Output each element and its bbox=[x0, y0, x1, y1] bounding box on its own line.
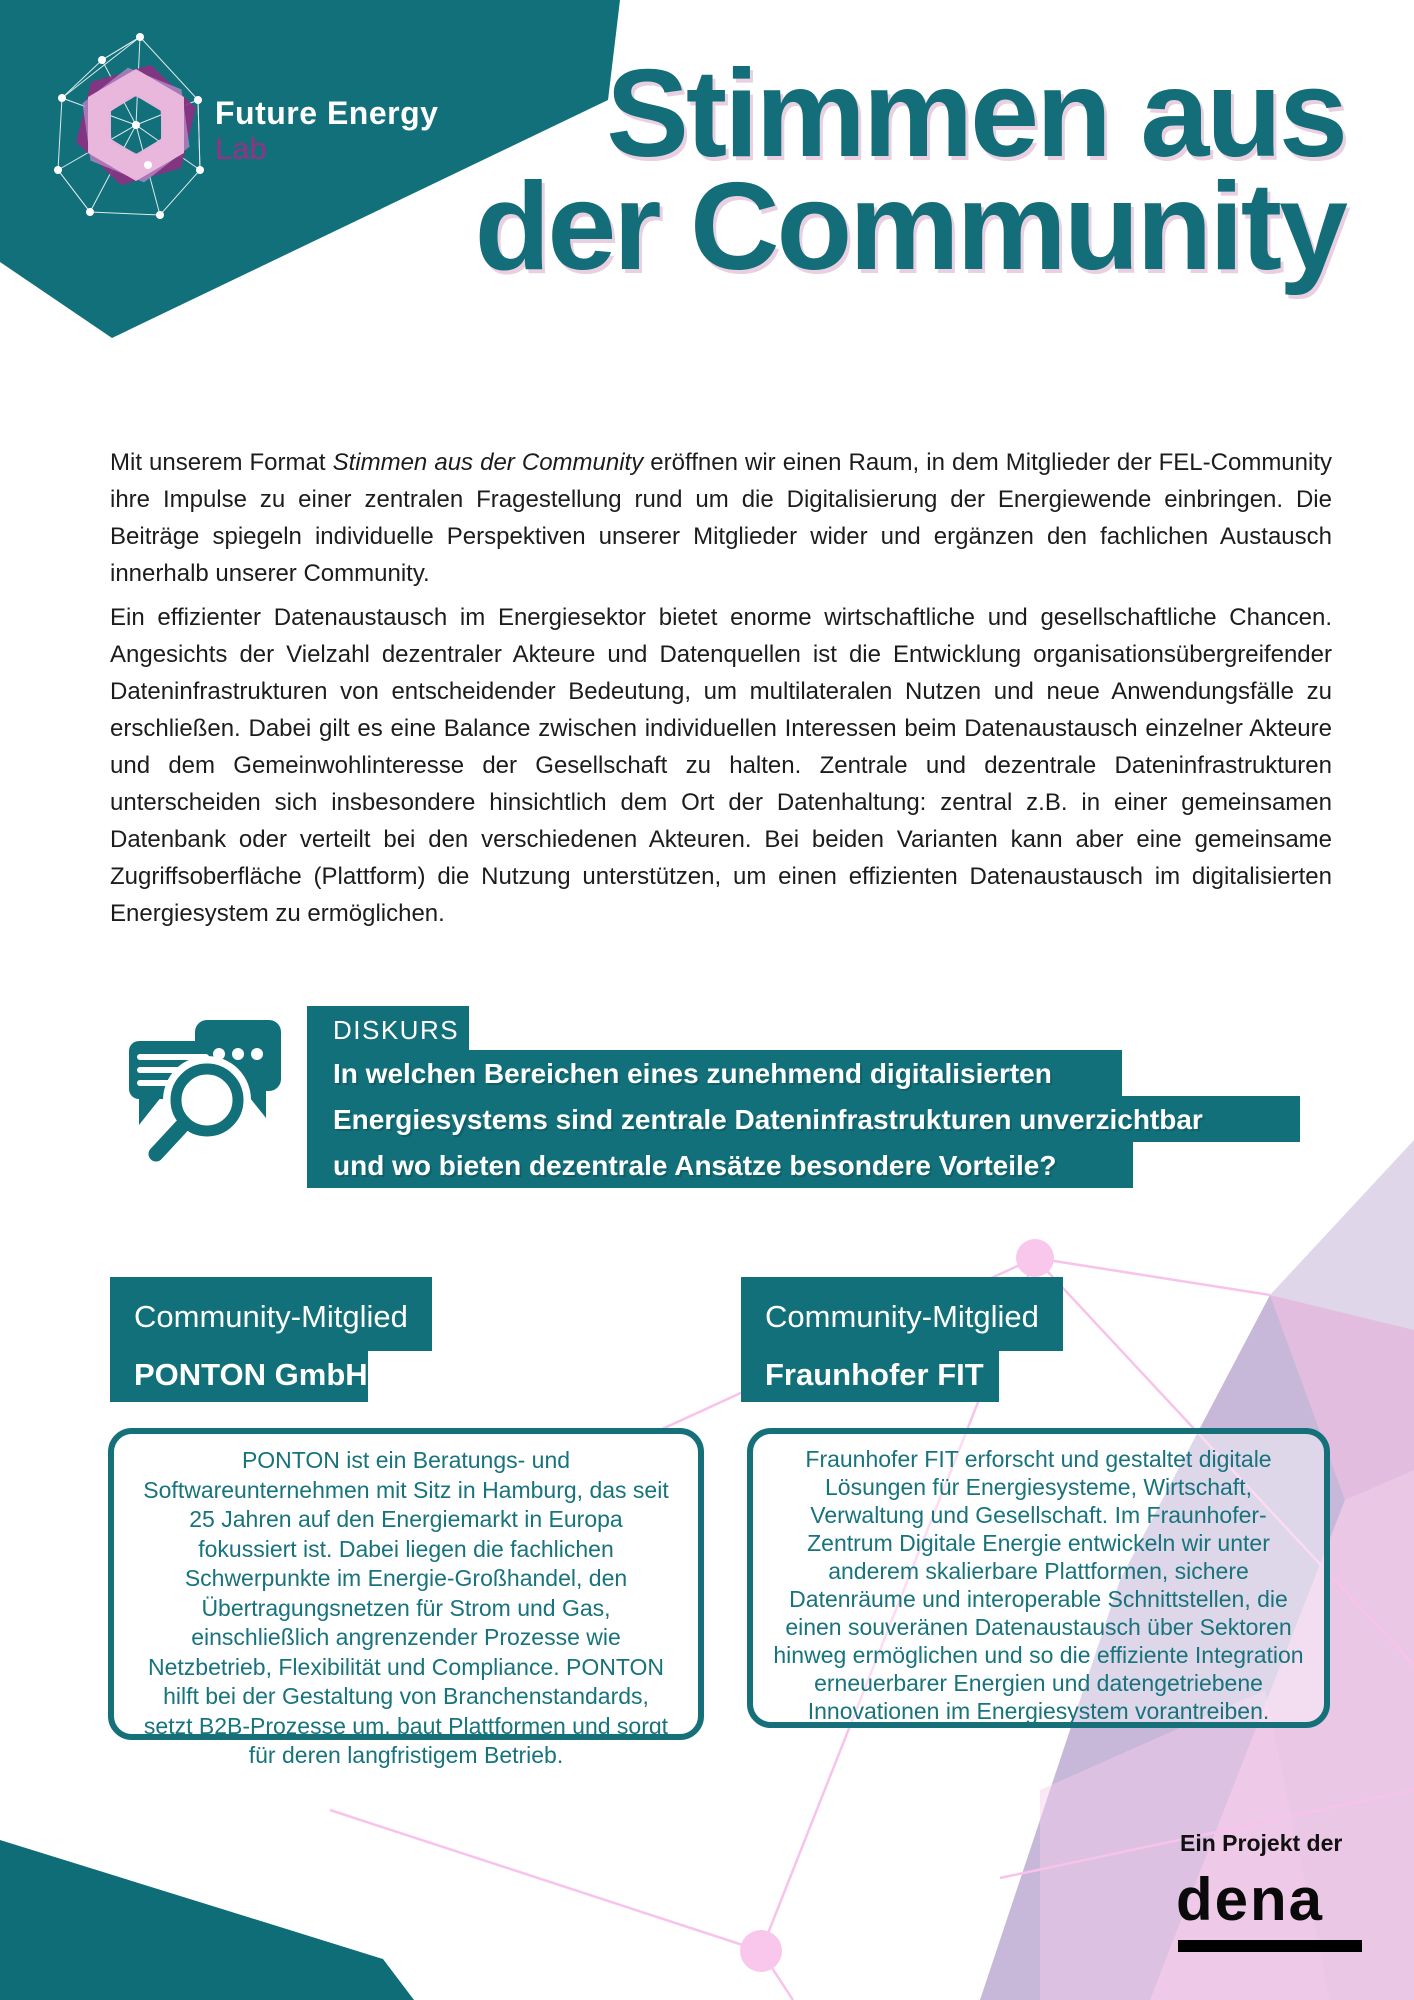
logo-text-line2: Lab bbox=[215, 131, 267, 166]
bottom-left-teal-shape bbox=[0, 1840, 414, 2000]
diskurs-label: DISKURS bbox=[307, 1006, 469, 1050]
intro-pre: Mit unserem Format bbox=[110, 449, 333, 476]
project-note: Ein Projekt der bbox=[1180, 1830, 1343, 1856]
intro-italic-format-name: Stimmen aus der Community bbox=[332, 449, 644, 476]
member-name-fraunhofer: Fraunhofer FIT bbox=[741, 1351, 999, 1402]
intro-post: eröffnen wir einen Raum, in dem Mitglieder der FEL-Community ihre Impulse zu einer zentralen Fragestellung rund um die Digitalisierung der Energiewende einbringen. Die Beiträge spiegeln individuelle Perspektiven unserer Mitglieder wider und ergänzen den fachlichen Austausch innerhalb unserer Community. bbox=[110, 449, 1333, 587]
diskurs-question-line1: In welchen Bereichen eines zunehmend digitalisierten bbox=[307, 1050, 1122, 1096]
dena-logo-underline bbox=[1178, 1940, 1362, 1952]
diskurs-question-line3: und wo bieten dezentrale Ansätze besondere Vorteile? bbox=[307, 1142, 1133, 1188]
member-description-ponton: PONTON ist ein Beratungs- und Softwareunternehmen mit Sitz in Hamburg, das seit 25 Jahren auf den Energiemarkt in Europa fokussiert ist. Dabei liegen die fachlichen Schwerpunkte im Energie-Großhandel, den Übertragungsnetzen für Strom und Gas, einschließlich angrenzender Prozesse wie Netzbetrieb, Flexibilität und Compliance. PONTON hilft bei der Gestaltung von Branchenstandards, setzt B2B-Prozesse um, baut Plattformen und sorgt für deren langfristigem Betrieb. bbox=[108, 1428, 704, 1740]
member-kicker-fraunhofer: Community-Mitglied bbox=[741, 1277, 1063, 1351]
dena-logo: dena bbox=[1176, 1866, 1325, 1933]
intro-paragraph bbox=[110, 444, 1332, 592]
member-name-ponton: PONTON GmbH bbox=[110, 1351, 368, 1402]
page-title-line1: Stimmen aus bbox=[606, 45, 1345, 183]
discussion-search-icon bbox=[122, 1006, 292, 1166]
diskurs-question-line2: Energiesystems sind zentrale Dateninfrastrukturen unverzichtbar bbox=[307, 1096, 1300, 1142]
page-title bbox=[474, 45, 1345, 296]
main-paragraph: Ein effizienter Datenaustausch im Energiesektor bietet enorme wirtschaftliche und gesellschaftliche Chancen. Angesichts der Vielzahl dezentraler Akteure und Datenquellen ist die Entwicklung organisationsübergreifender Dateninfrastrukturen von entscheidender Bedeutung, um multilateralen Nutzen und neue Anwendungsfälle zu erschließen. Dabei gilt es eine Balance zwischen individuellen Interessen beim Datenaustausch einzelner Akteure und dem Gemeinwohlinteresse der Gesellschaft zu halten. Zentrale und dezentrale Dateninfrastrukturen unterscheiden sich insbesondere hinsichtlich dem Ort der Datenhaltung: zentral z.B. in einer gemeinsamen Datenbank oder verteilt bei den verschiedenen Akteuren. Bei beiden Varianten kann aber eine gemeinsame Zugriffsoberfläche (Plattform) die Nutzung unterstützen, um einen effizienten Datenaustausch im digitalisierten Energiesystem zu ermöglichen. bbox=[110, 604, 1332, 927]
member-kicker-ponton: Community-Mitglied bbox=[110, 1277, 432, 1351]
page-title-line2: der Community bbox=[474, 158, 1345, 296]
logo-text-line1: Future Energy bbox=[215, 95, 439, 131]
logo-wordmark bbox=[215, 97, 438, 165]
member-description-fraunhofer: Fraunhofer FIT erforscht und gestaltet digitale Lösungen für Energiesysteme, Wirtschaft, Verwaltung und Gesellschaft. Im Fraunhofer-Zentrum Digitale Energie entwickeln wir unter anderem skalierbare Plattformen, sichere Datenräume und interoperable Schnittstellen, die einen souveränen Datenaustausch über Sektoren hinweg ermöglichen und so die effiziente Integration erneuerbarer Energien und datengetriebene Innovationen im Energiesystem vorantreiben. bbox=[747, 1428, 1330, 1728]
